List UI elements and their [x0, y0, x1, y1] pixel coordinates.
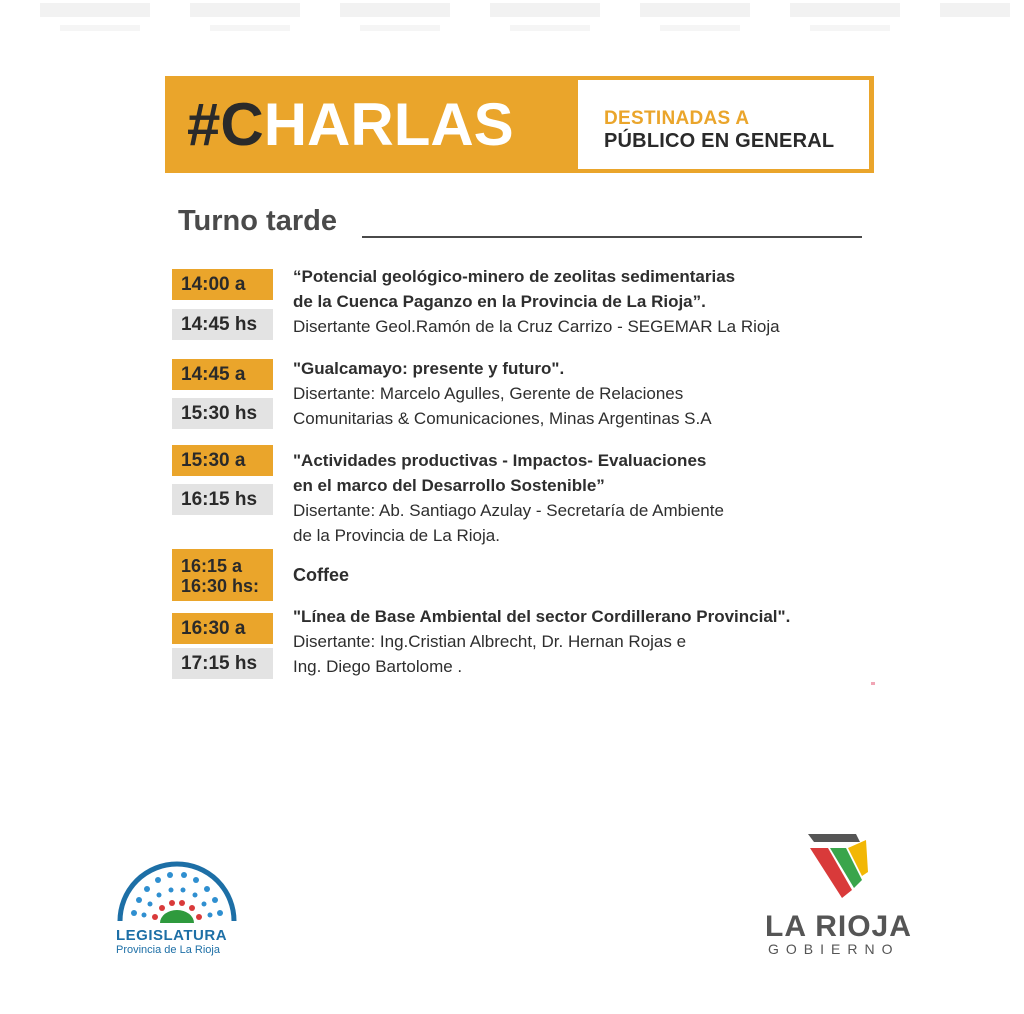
session-3-start-time: 15:30 a: [172, 445, 273, 476]
coffee-break-time: [172, 549, 273, 601]
session-1-title-line-2: de la Cuenca Paganzo en la Provincia de La Rioja”.: [293, 292, 706, 311]
session-4-title: "Línea de Base Ambiental del sector Cordillerano Provincial".: [293, 607, 791, 626]
charlas-title-hash: #C: [187, 91, 264, 158]
session-2-details: [293, 356, 873, 431]
session-4-speaker-line-1: Disertante: Ing.Cristian Albrecht, Dr. Hernan Rojas e: [293, 632, 687, 651]
session-3-end-time: 16:15 hs: [172, 484, 273, 515]
session-3-details: [293, 448, 873, 548]
session-4-speaker-line-2: Ing. Diego Bartolome .: [293, 657, 463, 676]
session-1-start-time: 14:00 a: [172, 269, 273, 300]
la-rioja-name: LA RIOJA: [765, 910, 912, 943]
audience-line-1: DESTINADAS A: [604, 108, 750, 129]
legislatura-name: LEGISLATURA: [116, 927, 228, 944]
charlas-title-rest: HARLAS: [263, 91, 514, 158]
session-3-speaker-line-1: Disertante: Ab. Santiago Azulay - Secretaría de Ambiente: [293, 501, 724, 520]
charlas-banner: [165, 76, 874, 173]
top-decorative-pattern: [0, 0, 1024, 34]
coffee-break-end: 16:30 hs:: [181, 576, 260, 596]
audience-line-2: PÚBLICO EN GENERAL: [604, 130, 835, 152]
gobierno-label: GOBIERNO: [768, 941, 900, 957]
session-2-title: "Gualcamayo: presente y futuro".: [293, 359, 565, 378]
audience-box: [578, 80, 869, 169]
coffee-break-start: 16:15 a: [181, 556, 243, 576]
charlas-title: [187, 86, 514, 164]
session-1-details: [293, 264, 873, 339]
session-2-speaker-line-1: Disertante: Marcelo Agulles, Gerente de Relaciones: [293, 384, 684, 403]
session-2-end-time: 15:30 hs: [172, 398, 273, 429]
session-4-end-time: 17:15 hs: [172, 648, 273, 679]
decorative-dot: [871, 682, 875, 685]
session-2-speaker-line-2: Comunitarias & Comunicaciones, Minas Argentinas S.A: [293, 409, 712, 428]
la-rioja-gobierno-logo-icon: [800, 828, 880, 908]
session-1-end-time: 14:45 hs: [172, 309, 273, 340]
session-4-start-time: 16:30 a: [172, 613, 273, 644]
session-1-title-line-1: “Potencial geológico-minero de zeolitas sedimentarias: [293, 267, 736, 286]
session-1-speaker: Disertante Geol.Ramón de la Cruz Carrizo - SEGEMAR La Rioja: [293, 317, 780, 336]
legislatura-subtitle: Provincia de La Rioja: [116, 944, 220, 956]
coffee-break-label: Coffee: [293, 565, 350, 585]
session-3-title-line-2: en el marco del Desarrollo Sostenible”: [293, 476, 605, 495]
session-4-details: [293, 604, 873, 679]
session-2-start-time: 14:45 a: [172, 359, 273, 390]
section-divider: [362, 236, 862, 238]
session-3-title-line-1: "Actividades productivas - Impactos- Evaluaciones: [293, 451, 707, 470]
section-heading: Turno tarde: [178, 205, 337, 237]
session-3-speaker-line-2: de la Provincia de La Rioja.: [293, 526, 500, 545]
